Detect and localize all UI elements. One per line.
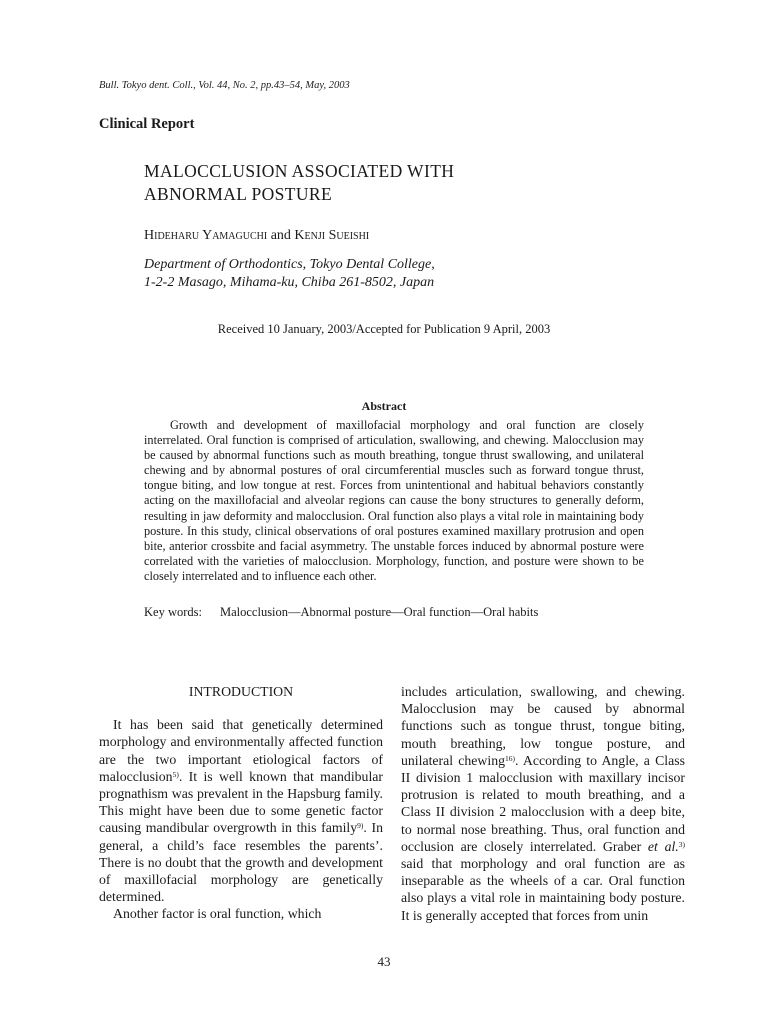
author-separator: and xyxy=(267,228,295,243)
body-column-left xyxy=(99,683,383,923)
paragraph-text: It has been said that genetically determined morphology and environmentally affected function are the two important etiological factors of malocclusion xyxy=(99,717,383,784)
article-title-line-2: ABNORMAL POSTURE xyxy=(144,184,333,204)
article-title-line-1: MALOCCLUSION ASSOCIATED WITH xyxy=(144,161,455,181)
author-name: Kenji Sueishi xyxy=(294,228,370,243)
keywords-list: Malocclusion—Abnormal posture—Oral function—Oral habits xyxy=(219,605,539,619)
affiliation-line-1: Department of Orthodontics, Tokyo Dental College, xyxy=(144,257,435,272)
paragraph-text: includes articulation, swallowing, and chewing. Malocclusion may be caused by abnormal functions such as tongue thrust, tongue biting, mouth breathing, low tongue posture, and unilateral chewing xyxy=(401,684,685,768)
body-column-right xyxy=(401,683,685,924)
journal-citation: Bull. Tokyo dent. Coll., Vol. 44, No. 2, pp.43–54, May, 2003 xyxy=(99,80,350,91)
reference-marker: 9) xyxy=(357,821,364,831)
reference-marker: 3) xyxy=(678,839,686,849)
affiliation-line-2: 1-2-2 Masago, Mihama-ku, Chiba 261-8502, Japan xyxy=(144,274,435,290)
et-al-italic: et al. xyxy=(647,838,679,854)
keywords-line xyxy=(144,605,664,620)
paragraph-text: . According to Angle, a Class II division 1 malocclusion with maxillary incisor protrusion is related to mouth breathing, and a Class II division 2 malocclusion with a deep bite, to normal nose breathing. Thus, oral function and occlusion are closely interrelated. Graber xyxy=(401,752,685,854)
reference-marker: 5) xyxy=(172,769,179,779)
abstract-heading: Abstract xyxy=(361,399,407,413)
section-heading-introduction: INTRODUCTION xyxy=(188,684,294,699)
body-paragraph xyxy=(99,716,383,905)
received-dates: Received 10 January, 2003/Accepted for Publication 9 April, 2003 xyxy=(217,322,551,336)
author-name: Hideharu Yamaguchi xyxy=(144,228,268,243)
affiliation xyxy=(144,256,435,291)
article-title xyxy=(144,160,454,206)
reference-marker: 16) xyxy=(505,753,516,763)
body-paragraph: Another factor is oral function, which xyxy=(113,906,322,922)
report-type-label: Clinical Report xyxy=(99,116,195,132)
keywords-label: Key words: xyxy=(144,605,202,619)
author-list xyxy=(144,228,369,244)
abstract-text: Growth and development of maxillofacial morphology and oral function are closely interrelated. Oral function is comprised of articulation, swallowing, and chewing. Malocclusion may be caused by abnormal functions such as mouth breathing, tongue thrust swallowing, and unilateral chewing and by abnormal postures of oral circumferential muscles such as forward tongue thrust, tongue biting, and low tongue at rest. Forces from unintentional and habitual behaviors constantly acting on the maxillofacial and alveolar regions can cause the bony structures to generally deform, resulting in jaw deformity and malocclusion. Oral function also plays a vital role in maintaining body posture. In this study, clinical observations of oral postures examined maxillary protrusion and open bite, anterior crossbite and facial asymmetry. The unstable forces induced by abnormal posture were correlated with the varieties of malocclusion. Morphology, function, and posture were shown to be closely interrelated and to influence each other. xyxy=(144,418,644,583)
body-paragraph xyxy=(401,683,685,924)
paragraph-text: . In general, a child’s face resembles the parents’. There is no doubt that the growth and development of maxillofacial morphology are genetically determined. xyxy=(99,820,383,905)
page-number: 43 xyxy=(377,954,391,969)
paragraph-text: . It is well known that mandibular prognathism was prevalent in the Hapsburg family. This might have been due to some genetic factor causing mandibular overgrowth in this family xyxy=(99,768,383,836)
paragraph-text: said that morphology and oral function are as inseparable as the wheels of a car. Oral function also plays a vital role in maintaining body posture. It is generally accepted that forces from unin xyxy=(401,856,685,923)
